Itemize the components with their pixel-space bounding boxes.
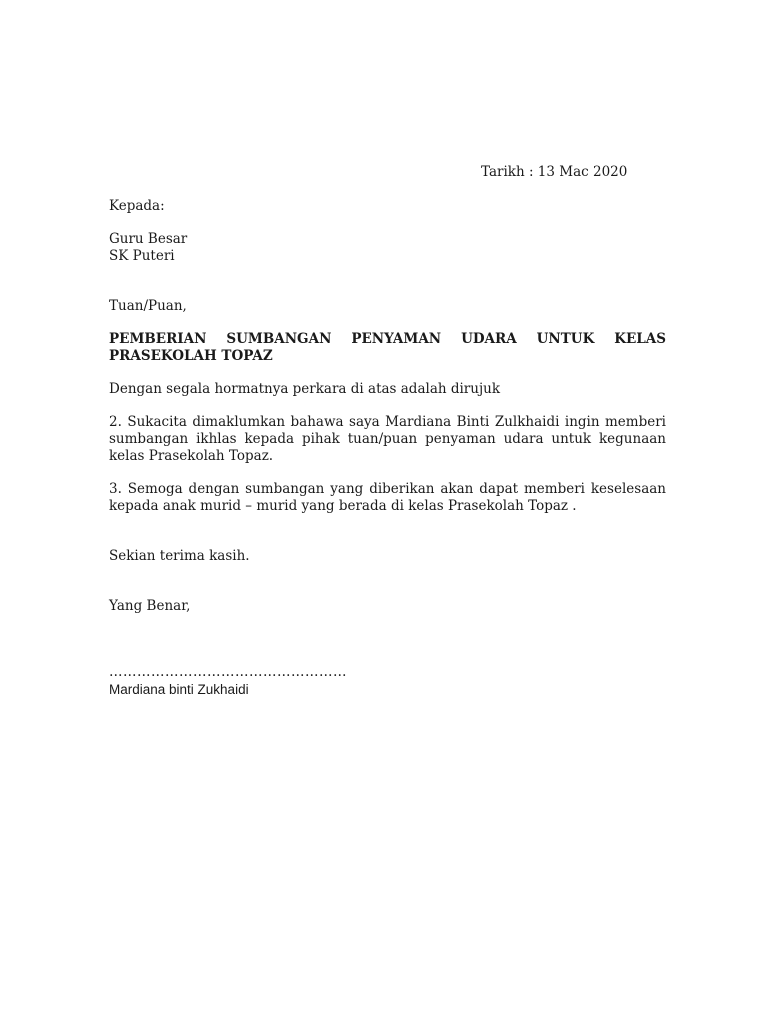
signer-name: Mardiana binti Zukhaidi	[109, 682, 249, 697]
sign-off: Yang Benar,	[109, 598, 191, 614]
recipient-title: Guru Besar	[109, 231, 188, 247]
closing-line: Sekian terima kasih.	[109, 548, 250, 564]
recipient-school: SK Puteri	[109, 248, 175, 264]
recipient-label: Kepada:	[109, 198, 165, 214]
recipient-address	[109, 231, 666, 265]
letter-date: Tarikh : 13 Mac 2020	[481, 164, 628, 180]
paragraph-2: 2. Sukacita dimaklumkan bahawa saya Mardiana Binti Zulkhaidi ingin memberi sumbangan ikhlas kepada pihak tuan/puan penyaman udara untuk kegunaan kelas Prasekolah Topaz.	[109, 414, 666, 464]
paragraph-3: 3. Semoga dengan sumbangan yang diberikan akan dapat memberi keselesaan kepada anak murid – murid yang berada di kelas Prasekolah Topaz .	[109, 481, 666, 514]
signature-line: ……………………………………………	[109, 664, 347, 680]
letter-subject: PEMBERIAN SUMBANGAN PENYAMAN UDARA UNTUK KELAS PRASEKOLAH TOPAZ	[109, 331, 666, 364]
intro-paragraph: Dengan segala hormatnya perkara di atas adalah dirujuk	[109, 381, 501, 397]
salutation: Tuan/Puan,	[109, 298, 187, 314]
